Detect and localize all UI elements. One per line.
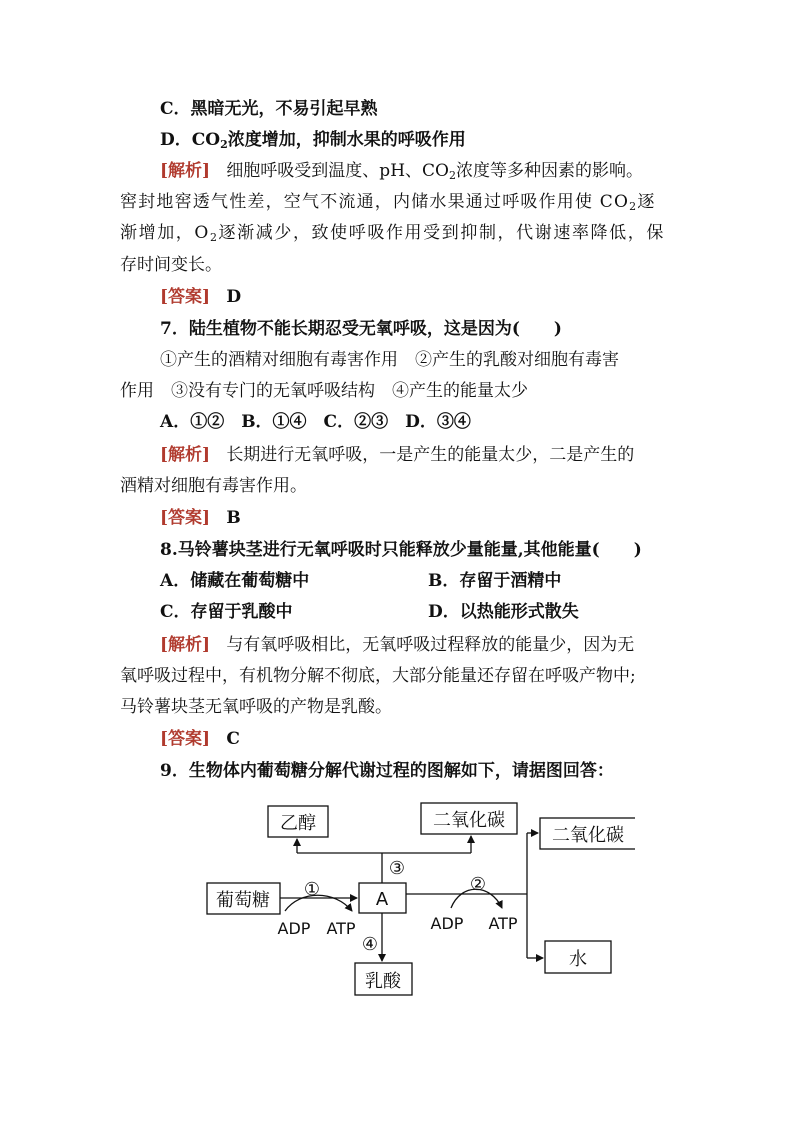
q7-stem: 7．陆生植物不能长期忍受无氧呼吸，这是因为( ): [160, 319, 562, 339]
q6-analysis-line-4: 存时间变长。: [120, 255, 222, 275]
q6-analysis-line-3: 渐增加，$O_2$逐渐减少，致使呼吸作用受到抑制，代谢速率降低，保: [120, 223, 665, 244]
analysis-tag: [解析]: [160, 161, 211, 181]
q8-stem: 8.马铃薯块茎进行无氧呼吸时只能释放少量能量,其他能量( ): [160, 540, 642, 560]
q7-analysis-line-1: [解析] 长期进行无氧呼吸，一是产生的能量太少，二是产生的: [160, 445, 635, 465]
q6-option-c: C．黑暗无光，不易引起早熟: [160, 99, 378, 119]
a-label: A: [375, 889, 389, 910]
atp-label-2: ATP: [488, 914, 518, 933]
co2-right-label: 二氧化碳: [552, 825, 624, 846]
q8-analysis-line-2: 氧呼吸过程中，有机物分解不彻底，大部分能量还存留在呼吸产物中;: [120, 666, 636, 686]
q8-analysis-line-1: [解析] 与有氧呼吸相比，无氧呼吸过程释放的能量少，因为无: [160, 635, 635, 655]
co2-top-label: 二氧化碳: [433, 810, 505, 831]
q6-answer: [答案] D: [160, 287, 242, 307]
q7-options: A．①② B．①④ C．②③ D．③④: [160, 412, 471, 432]
atp-label-1: ATP: [326, 919, 356, 938]
q6-analysis-line-2: 窖封地窖透气性差，空气不流通，内储水果通过呼吸作用使 $CO_2$逐: [120, 192, 656, 213]
lactic-acid-label: 乳酸: [365, 971, 401, 992]
q8-option-a: A．储藏在葡萄糖中: [160, 571, 310, 591]
q7-statements-line-1: ①产生的酒精对细胞有毒害作用 ②产生的乳酸对细胞有毒害: [160, 350, 619, 370]
q6-option-d: D．$CO_2$浓度增加，抑制水果的呼吸作用: [160, 130, 466, 151]
q8-analysis-line-3: 马铃薯块茎无氧呼吸的产物是乳酸。: [120, 697, 392, 717]
adp-label-1: ADP: [277, 919, 311, 938]
q8-option-b: B．存留于酒精中: [428, 571, 562, 591]
glucose-metabolism-diagram: [205, 798, 635, 1003]
q9-stem: 9．生物体内葡萄糖分解代谢过程的图解如下，请据图回答：: [160, 761, 614, 781]
q7-answer: [答案] B: [160, 508, 241, 528]
q7-statements-line-2: 作用 ③没有专门的无氧呼吸结构 ④产生的能量太少: [120, 381, 528, 401]
step-3-marker: ③: [388, 858, 406, 879]
water-label: 水: [569, 949, 587, 970]
glucose-label: 葡萄糖: [216, 890, 270, 911]
q8-answer: [答案] C: [160, 729, 240, 749]
step-1-marker: ①: [303, 879, 321, 900]
adp-label-2: ADP: [430, 914, 464, 933]
step-2-marker: ②: [469, 874, 487, 895]
q8-option-c: C．存留于乳酸中: [160, 602, 293, 622]
ethanol-label: 乙醇: [280, 813, 316, 834]
q8-option-d: D．以热能形式散失: [428, 602, 579, 622]
q7-analysis-line-2: 酒精对细胞有毒害作用。: [120, 476, 307, 496]
q6-analysis-line-1: [解析] 细胞呼吸受到温度、pH、$CO_2$浓度等多种因素的影响。: [160, 161, 643, 182]
step-4-marker: ④: [361, 934, 379, 955]
